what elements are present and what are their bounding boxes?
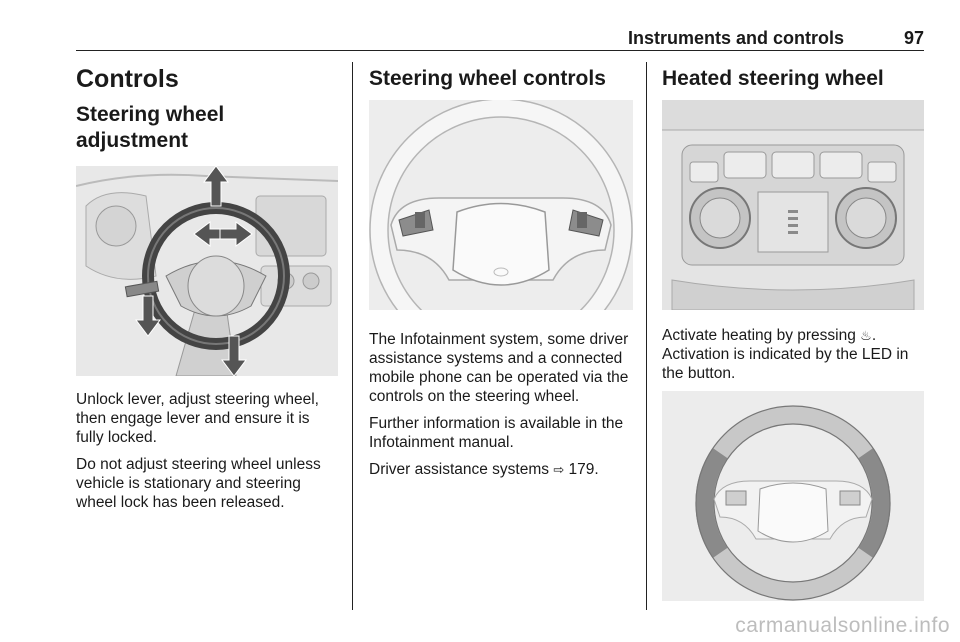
para-text: Activate heating by pressing — [662, 327, 861, 344]
paragraph — [662, 326, 924, 345]
watermark: carmanualsonline.info — [735, 614, 950, 637]
section-heading: Steering wheel controls — [369, 67, 606, 90]
column-divider — [646, 62, 647, 610]
header-section-title: Instruments and controls — [627, 28, 844, 48]
page-reference-arrow-icon: ⇨ — [553, 462, 565, 477]
xref-text: Driver assistance systems — [369, 461, 554, 478]
figure-steering-controls — [369, 100, 633, 310]
para-text: . — [871, 327, 877, 344]
paragraph: The Infotainment system, some driver assistance systems and a connected mobile phone can be operated via the controls on the steering wheel. — [369, 331, 629, 405]
running-header — [76, 28, 924, 51]
column-steering-adjustment — [76, 64, 338, 520]
paragraph: Do not adjust steering wheel unless vehicle is stationary and steering wheel lock has been released. — [76, 456, 321, 511]
section-heading: Steering wheel adjustment — [76, 103, 225, 152]
page-number: 97 — [903, 28, 924, 48]
column-steering-controls — [369, 66, 633, 487]
paragraph: Further information is available in the Infotainment manual. — [369, 415, 624, 451]
section-heading: Heated steering wheel — [662, 67, 884, 90]
cross-reference[interactable] — [369, 460, 633, 479]
chapter-title: Controls — [76, 65, 179, 93]
figure-heated-wheel-zones — [662, 391, 924, 601]
paragraph: Activation is indicated by the LED in the button. — [662, 346, 909, 382]
xref-page: 179. — [564, 461, 599, 478]
figure-climate-panel — [662, 100, 924, 310]
column-divider — [352, 62, 353, 610]
figure-steering-adjustment — [76, 166, 338, 376]
heated-steering-wheel-icon: ♨ — [860, 328, 872, 343]
paragraph: Unlock lever, adjust steering wheel, then engage lever and ensure it is fully locked. — [76, 391, 319, 446]
column-heated-wheel — [662, 66, 924, 601]
